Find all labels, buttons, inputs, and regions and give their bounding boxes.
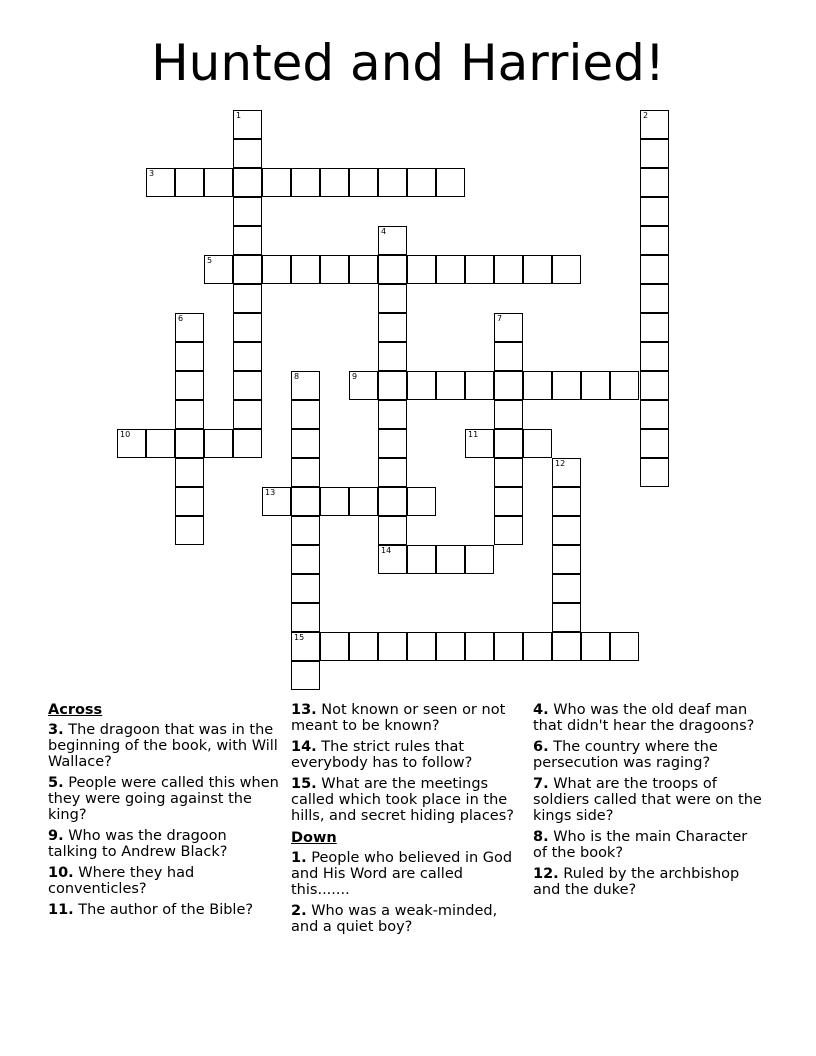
grid-cell[interactable] bbox=[291, 168, 320, 197]
clue-down-7: 7. What are the troops of soldiers called that were on the kings side? bbox=[533, 776, 762, 824]
grid-cell[interactable] bbox=[378, 168, 407, 197]
grid-cell[interactable] bbox=[291, 487, 320, 516]
grid-cell[interactable] bbox=[233, 110, 262, 139]
grid-cell[interactable] bbox=[291, 603, 320, 632]
grid-cell[interactable] bbox=[117, 429, 146, 458]
grid-cell[interactable] bbox=[233, 168, 262, 197]
grid-cell[interactable] bbox=[407, 632, 436, 661]
grid-cell[interactable] bbox=[291, 574, 320, 603]
grid-cell[interactable] bbox=[465, 632, 494, 661]
clue-number: 13 bbox=[265, 488, 276, 497]
grid-cell[interactable] bbox=[291, 400, 320, 429]
grid-cell[interactable] bbox=[552, 487, 581, 516]
grid-cell[interactable] bbox=[640, 139, 669, 168]
grid-cell[interactable] bbox=[175, 342, 204, 371]
clue-number: 2 bbox=[643, 111, 649, 120]
grid-cell[interactable] bbox=[378, 371, 407, 400]
clue-across-14: 14. The strict rules that everybody has to follow? bbox=[291, 739, 473, 771]
grid-cell[interactable] bbox=[175, 168, 204, 197]
grid-cell[interactable] bbox=[407, 545, 436, 574]
grid-cell[interactable] bbox=[204, 429, 233, 458]
grid-cell[interactable] bbox=[262, 168, 291, 197]
clue-column-2 bbox=[291, 702, 523, 940]
grid-cell[interactable] bbox=[349, 632, 378, 661]
clue-across-9: 9. Who was the dragoon talking to Andrew Black? bbox=[48, 828, 228, 860]
clue-number: 3 bbox=[149, 169, 155, 178]
grid-cell[interactable] bbox=[552, 516, 581, 545]
grid-cell[interactable] bbox=[378, 400, 407, 429]
grid-cell[interactable] bbox=[146, 429, 175, 458]
grid-cell[interactable] bbox=[640, 342, 669, 371]
grid-cell[interactable] bbox=[494, 516, 523, 545]
clue-number: 1 bbox=[236, 111, 242, 120]
grid-cell[interactable] bbox=[640, 226, 669, 255]
grid-cell[interactable] bbox=[640, 458, 669, 487]
grid-cell[interactable] bbox=[523, 371, 552, 400]
grid-cell[interactable] bbox=[494, 429, 523, 458]
grid-cell[interactable] bbox=[465, 371, 494, 400]
grid-cell[interactable] bbox=[233, 429, 262, 458]
grid-cell[interactable] bbox=[291, 516, 320, 545]
grid-cell[interactable] bbox=[233, 371, 262, 400]
grid-cell[interactable] bbox=[494, 371, 523, 400]
grid-cell[interactable] bbox=[436, 545, 465, 574]
clue-number: 15 bbox=[294, 633, 305, 642]
grid-cell[interactable] bbox=[291, 545, 320, 574]
grid-cell[interactable] bbox=[175, 458, 204, 487]
grid-cell[interactable] bbox=[407, 168, 436, 197]
clue-number: 11 bbox=[468, 430, 479, 439]
clue-across-10: 10. Where they had conventicles? bbox=[48, 865, 195, 897]
grid-cell[interactable] bbox=[291, 429, 320, 458]
grid-cell[interactable] bbox=[349, 371, 378, 400]
grid-cell[interactable] bbox=[465, 255, 494, 284]
grid-cell[interactable] bbox=[233, 342, 262, 371]
grid-cell[interactable] bbox=[378, 632, 407, 661]
grid-cell[interactable] bbox=[581, 371, 610, 400]
grid-cell[interactable] bbox=[175, 429, 204, 458]
clue-number: 7 bbox=[497, 314, 503, 323]
grid-cell[interactable] bbox=[320, 168, 349, 197]
clue-across-3: 3. The dragoon that was in the beginning of the book, with Will Wallace? bbox=[48, 722, 278, 770]
grid-cell[interactable] bbox=[378, 429, 407, 458]
grid-cell[interactable] bbox=[378, 226, 407, 255]
clue-down-6: 6. The country where the persecution was raging? bbox=[533, 739, 718, 771]
clue-number: 5 bbox=[207, 256, 213, 265]
grid-cell[interactable] bbox=[175, 400, 204, 429]
grid-cell[interactable] bbox=[291, 255, 320, 284]
grid-cell[interactable] bbox=[378, 487, 407, 516]
clue-number: 6 bbox=[178, 314, 184, 323]
grid-cell[interactable] bbox=[291, 632, 320, 661]
grid-cell[interactable] bbox=[349, 168, 378, 197]
grid-cell[interactable] bbox=[233, 284, 262, 313]
grid-cell[interactable] bbox=[349, 487, 378, 516]
grid-cell[interactable] bbox=[494, 313, 523, 342]
grid-cell[interactable] bbox=[523, 632, 552, 661]
grid-cell[interactable] bbox=[378, 516, 407, 545]
grid-cell[interactable] bbox=[552, 458, 581, 487]
grid-cell[interactable] bbox=[465, 429, 494, 458]
clue-down-12: 12. Ruled by the archbishop and the duke? bbox=[533, 866, 740, 898]
grid-cell[interactable] bbox=[262, 255, 291, 284]
grid-cell[interactable] bbox=[552, 632, 581, 661]
grid-cell[interactable] bbox=[262, 487, 291, 516]
clue-down-2: 2. Who was a weak-minded, and a quiet boy? bbox=[291, 903, 498, 935]
clue-across-15: 15. What are the meetings called which took place in the hills, and secret hiding places? bbox=[291, 776, 514, 824]
grid-cell[interactable] bbox=[494, 255, 523, 284]
clue-down-4: 4. Who was the old deaf man that didn't hear the dragoons? bbox=[533, 702, 755, 734]
clue-down-1: 1. People who believed in God and His Word are called this....... bbox=[291, 850, 513, 898]
grid-cell[interactable] bbox=[233, 400, 262, 429]
grid-cell[interactable] bbox=[640, 110, 669, 139]
clue-number: 12 bbox=[555, 459, 566, 468]
grid-cell[interactable] bbox=[465, 545, 494, 574]
grid-cell[interactable] bbox=[640, 284, 669, 313]
puzzle-title: Hunted and Harried! bbox=[151, 34, 665, 92]
clue-number: 9 bbox=[352, 372, 358, 381]
down-heading: Down bbox=[291, 830, 337, 846]
grid-cell[interactable] bbox=[378, 342, 407, 371]
grid-cell[interactable] bbox=[175, 487, 204, 516]
grid-cell[interactable] bbox=[494, 400, 523, 429]
grid-cell[interactable] bbox=[233, 313, 262, 342]
clue-column-1 bbox=[48, 702, 280, 923]
clue-column-3 bbox=[533, 702, 765, 903]
grid-cell[interactable] bbox=[291, 371, 320, 400]
grid-cell[interactable] bbox=[175, 371, 204, 400]
grid-cell[interactable] bbox=[204, 255, 233, 284]
grid-cell[interactable] bbox=[320, 255, 349, 284]
grid-cell[interactable] bbox=[552, 371, 581, 400]
grid-cell[interactable] bbox=[175, 516, 204, 545]
grid-cell[interactable] bbox=[349, 255, 378, 284]
grid-cell[interactable] bbox=[494, 632, 523, 661]
clue-across-13: 13. Not known or seen or not meant to be known? bbox=[291, 702, 506, 734]
across-heading: Across bbox=[48, 702, 103, 718]
grid-cell[interactable] bbox=[378, 284, 407, 313]
grid-cell[interactable] bbox=[640, 371, 669, 400]
grid-cell[interactable] bbox=[233, 255, 262, 284]
grid-cell[interactable] bbox=[407, 371, 436, 400]
grid-cell[interactable] bbox=[233, 197, 262, 226]
grid-cell[interactable] bbox=[640, 400, 669, 429]
grid-cell[interactable] bbox=[291, 661, 320, 690]
grid-cell[interactable] bbox=[378, 313, 407, 342]
clue-number: 14 bbox=[381, 546, 392, 555]
grid-cell[interactable] bbox=[233, 226, 262, 255]
grid-cell[interactable] bbox=[552, 545, 581, 574]
grid-cell[interactable] bbox=[552, 255, 581, 284]
grid-cell[interactable] bbox=[640, 313, 669, 342]
grid-cell[interactable] bbox=[175, 313, 204, 342]
grid-cell[interactable] bbox=[494, 487, 523, 516]
grid-cell[interactable] bbox=[320, 487, 349, 516]
grid-cell[interactable] bbox=[581, 632, 610, 661]
grid-cell[interactable] bbox=[552, 574, 581, 603]
grid-cell[interactable] bbox=[640, 168, 669, 197]
grid-cell[interactable] bbox=[233, 139, 262, 168]
grid-cell[interactable] bbox=[407, 487, 436, 516]
clue-number: 8 bbox=[294, 372, 300, 381]
grid-cell[interactable] bbox=[436, 168, 465, 197]
clue-number: 4 bbox=[381, 227, 387, 236]
grid-cell[interactable] bbox=[378, 255, 407, 284]
grid-cell[interactable] bbox=[204, 168, 233, 197]
grid-cell[interactable] bbox=[610, 371, 639, 400]
grid-cell[interactable] bbox=[291, 458, 320, 487]
clue-down-8: 8. Who is the main Character of the book? bbox=[533, 829, 748, 861]
grid-cell[interactable] bbox=[407, 255, 436, 284]
clue-across-5: 5. People were called this when they were going against the king? bbox=[48, 775, 279, 823]
grid-cell[interactable] bbox=[640, 429, 669, 458]
clue-number: 10 bbox=[120, 430, 131, 439]
grid-cell[interactable] bbox=[523, 429, 552, 458]
grid-cell[interactable] bbox=[640, 197, 669, 226]
grid-cell[interactable] bbox=[494, 458, 523, 487]
grid-cell[interactable] bbox=[552, 603, 581, 632]
grid-cell[interactable] bbox=[378, 458, 407, 487]
grid-cell[interactable] bbox=[436, 255, 465, 284]
grid-cell[interactable] bbox=[436, 632, 465, 661]
grid-cell[interactable] bbox=[436, 371, 465, 400]
grid-cell[interactable] bbox=[523, 255, 552, 284]
clue-across-11: 11. The author of the Bible? bbox=[48, 902, 254, 918]
grid-cell[interactable] bbox=[378, 545, 407, 574]
grid-cell[interactable] bbox=[146, 168, 175, 197]
grid-cell[interactable] bbox=[610, 632, 639, 661]
grid-cell[interactable] bbox=[494, 342, 523, 371]
grid-cell[interactable] bbox=[640, 255, 669, 284]
grid-cell[interactable] bbox=[320, 632, 349, 661]
